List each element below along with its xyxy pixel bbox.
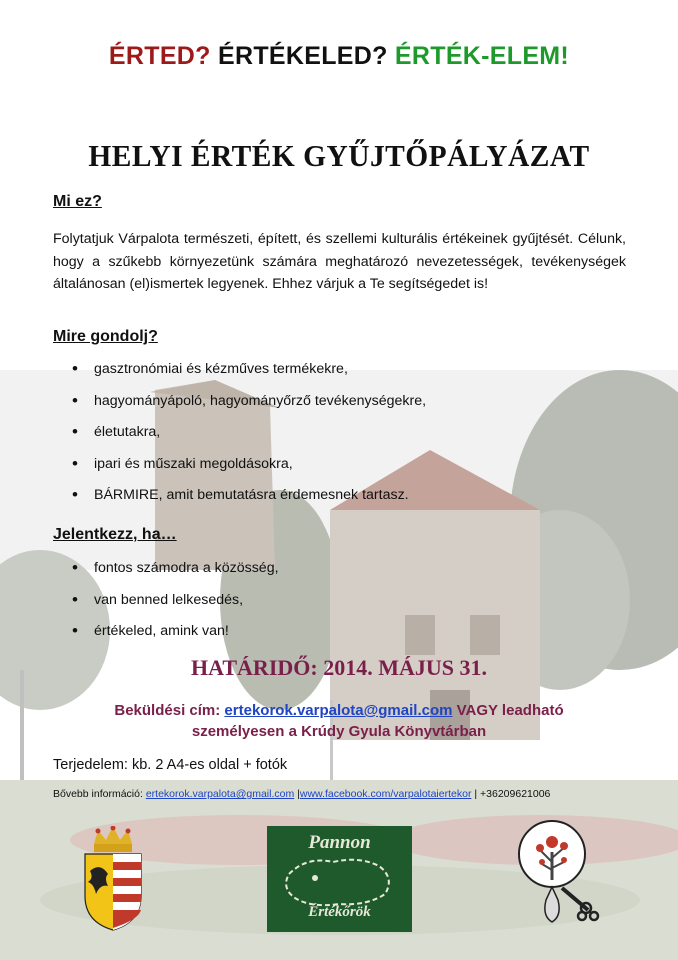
list-item: • gasztronómiai és kézműves termékekre, xyxy=(72,361,426,393)
submission-suffix: VAGY leadható xyxy=(456,702,564,719)
list-item: • fontos számodra a közösség, xyxy=(72,560,279,592)
phone-number: +36209621006 xyxy=(480,788,551,800)
facebook-link[interactable]: www.facebook.com/varpalotaiertekor xyxy=(299,788,472,800)
list-item: • hagyományápoló, hagyományőrző tevékenységekre, xyxy=(72,393,426,425)
list-item: • van benned lelkesedés, xyxy=(72,592,279,624)
list-item: • életutakra, xyxy=(72,424,426,456)
coat-of-arms-logo xyxy=(82,826,144,931)
deadline xyxy=(0,655,678,681)
submission-email-link[interactable]: ertekorok.varpalota@gmail.com xyxy=(224,702,453,719)
think-list xyxy=(72,361,426,519)
list-item: • BÁRMIRE, amit bemutatásra érdemesnek tartasz. xyxy=(72,487,426,519)
list-item: • ipari és műszaki megoldásokra, xyxy=(72,456,426,488)
pannon-logo-top-text: Pannon xyxy=(308,832,371,853)
section-heading-apply: Jelentkezz, ha… xyxy=(53,526,177,543)
separator: | xyxy=(474,788,478,800)
pannon-ertekorok-logo xyxy=(267,826,412,932)
page-title: HELYI ÉRTÉK GYŰJTŐPÁLYÁZAT xyxy=(88,138,590,173)
pannon-logo-bottom-text: Értékőrök xyxy=(308,904,371,920)
separator: | xyxy=(297,788,300,800)
section-heading-what: Mi ez? xyxy=(53,193,102,210)
apply-list xyxy=(72,560,279,655)
slogan-part-2: ÉRTÉKELED? xyxy=(217,42,388,70)
more-info-label: Bővebb információ: xyxy=(53,788,143,800)
list-item: • értékeled, amink van! xyxy=(72,623,279,655)
key-tree-logo xyxy=(512,818,600,926)
slogan xyxy=(0,42,678,71)
section-text-what: Folytatjuk Várpalota természeti, épített, és szellemi kulturális értékeinek gyűjtését. Célunk, hogy a szűkebb környezetünk számára meghatározó nevezetességek, tevékenységek általánosan (el)ismertek legyenek. Ehhez várjuk a Te segítségedet is! xyxy=(53,231,626,292)
slogan-part-1: ÉRTED? xyxy=(108,42,211,70)
section-heading-think: Mire gondolj? xyxy=(53,328,158,345)
submission-prefix: Beküldési cím: xyxy=(114,702,221,719)
scope-text: Terjedelem: kb. 2 A4-es oldal + fotók xyxy=(53,757,288,773)
more-info xyxy=(53,788,550,800)
slogan-part-3: ÉRTÉK-ELEM! xyxy=(394,42,570,70)
deadline-date: 2014. MÁJUS 31. xyxy=(323,655,487,680)
submission-info xyxy=(0,700,678,742)
more-info-email-link[interactable]: ertekorok.varpalota@gmail.com xyxy=(145,788,295,800)
deadline-label: HATÁRIDŐ: xyxy=(191,655,318,680)
submission-line2: személyesen a Krúdy Gyula Könyvtárban xyxy=(191,723,487,740)
